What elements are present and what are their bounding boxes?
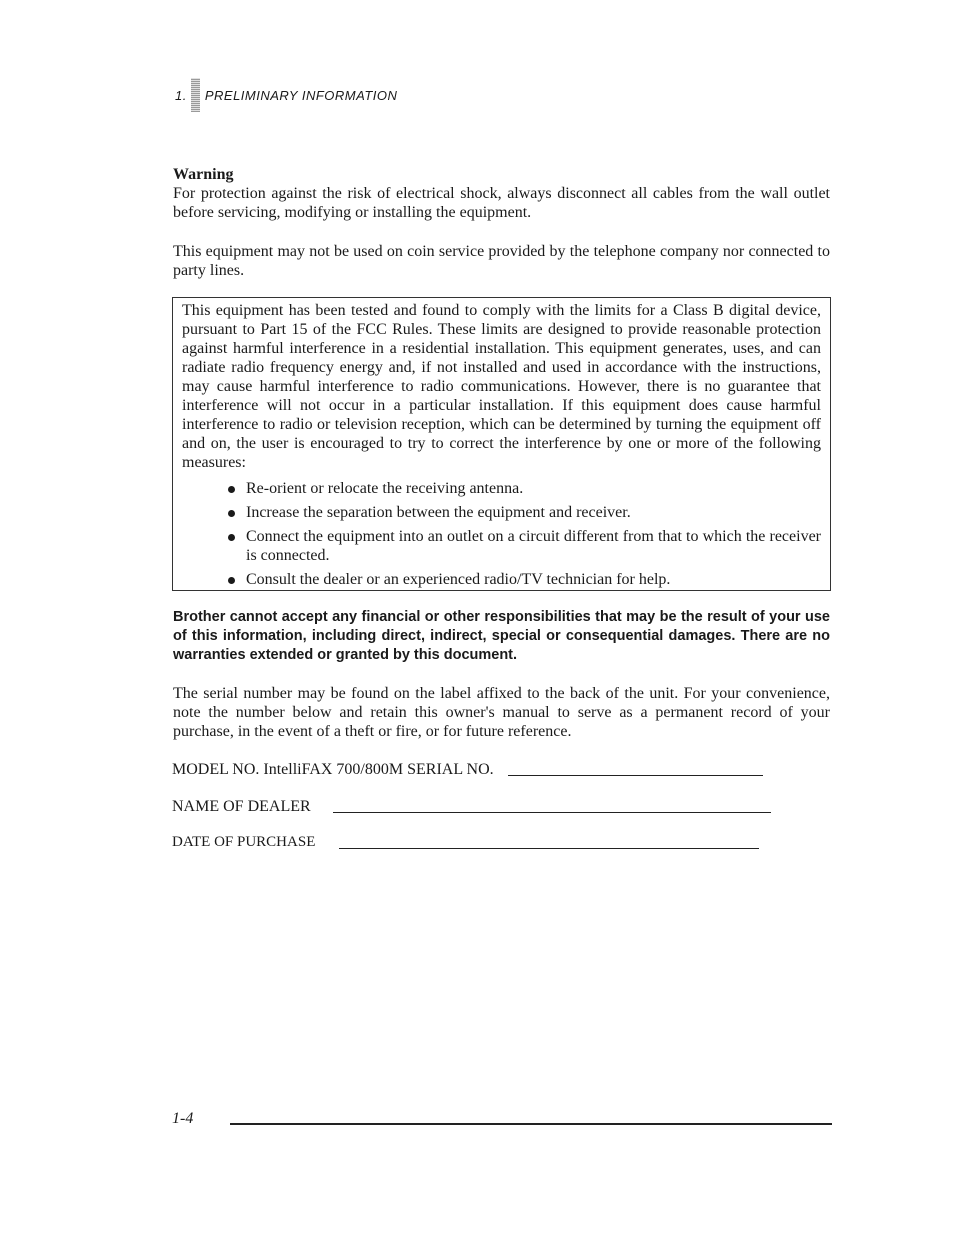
section-header <box>175 78 397 112</box>
section-number: 1. <box>175 87 187 103</box>
list-item: Re-orient or relocate the receiving antenna. <box>222 479 821 498</box>
list-item: Connect the equipment into an outlet on a circuit different from that to which the receiver is connected. <box>222 527 821 565</box>
purchase-date-label: DATE OF PURCHASE <box>172 834 316 850</box>
list-item: Consult the dealer or an experienced radio/TV technician for help. <box>222 570 821 589</box>
bullet-icon <box>228 510 235 517</box>
warning-title: Warning <box>173 166 234 183</box>
footer-rule <box>230 1123 832 1125</box>
purchase-date-blank <box>339 847 759 849</box>
model-serial-row <box>172 760 763 779</box>
dealer-row <box>172 797 771 816</box>
list-item: Increase the separation between the equipment and receiver. <box>222 503 821 522</box>
fcc-compliance-box <box>172 297 831 591</box>
warning-text: For protection against the risk of electrical shock, always disconnect all cables from the wall outlet before servicing, modifying or installing the equipment. <box>173 185 830 221</box>
model-serial-label: MODEL NO. IntelliFAX 700/800M SERIAL NO. <box>172 761 494 778</box>
liability-disclaimer: Brother cannot accept any financial or other responsibilities that may be the result of your use of this information, including direct, indirect, special or consequential damages. There are no warranties extended or granted by this document. <box>173 609 830 663</box>
purchase-date-row <box>172 833 759 852</box>
page-footer <box>172 1110 832 1128</box>
section-tab-marker-icon <box>191 78 200 112</box>
bullet-icon <box>228 577 235 584</box>
fcc-measures-list <box>182 479 821 589</box>
page-number: 1-4 <box>172 1110 194 1127</box>
bullet-icon <box>228 486 235 493</box>
dealer-blank <box>333 811 771 813</box>
section-title: PRELIMINARY INFORMATION <box>204 87 398 103</box>
bullet-icon <box>228 534 235 541</box>
fcc-paragraph: This equipment has been tested and found to comply with the limits for a Class B digital device, pursuant to Part 15 of the FCC Rules. These limits are designed to provide reasonable protection against harmful interference in a residential installation. This equipment generates, uses, and can radiate radio frequency energy and, if not installed and used in accordance with the instructions, may cause harmful interference to radio communications. However, there is no guarantee that interference will not occur in a particular installation. If this equipment does cause harmful interference to radio or television reception, which can be determined by turning the equipment off and on, the user is encouraged to try to correct the interference by one or more of the following measures: <box>182 302 821 471</box>
serial-number-blank <box>508 774 763 776</box>
serial-number-notice: The serial number may be found on the label affixed to the back of the unit. For your convenience, note the number below and retain this owner's manual to serve as a permanent record of your purchase, in the event of a theft or fire, or for future reference. <box>173 685 830 740</box>
coin-service-notice: This equipment may not be used on coin service provided by the telephone company nor connected to party lines. <box>173 243 830 279</box>
dealer-label: NAME OF DEALER <box>172 798 311 815</box>
